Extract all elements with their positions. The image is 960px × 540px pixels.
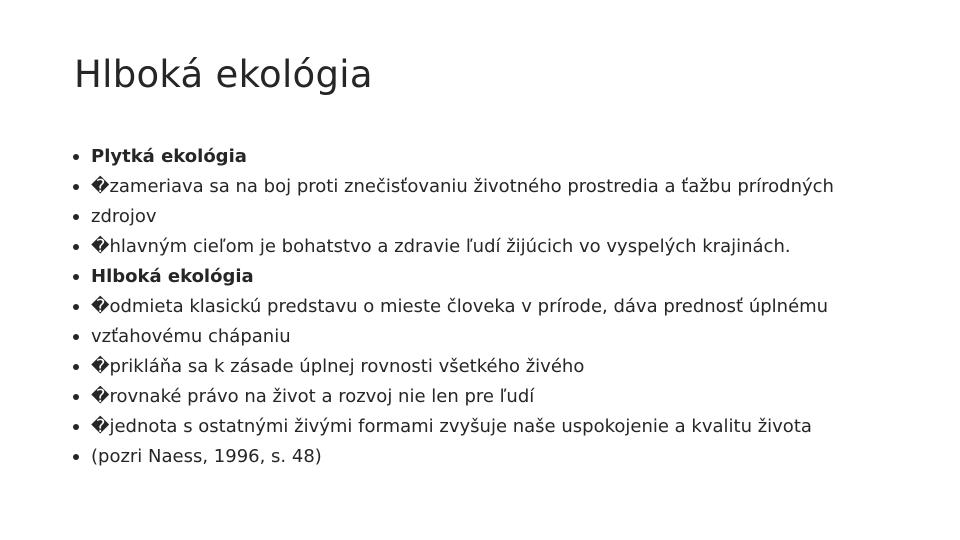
bullet-dot-icon xyxy=(73,424,79,430)
list-item-text: zdrojov xyxy=(91,206,157,227)
list-item xyxy=(70,292,920,322)
list-item xyxy=(70,202,920,232)
slide-title: Hlboká ekológia xyxy=(74,53,373,96)
list-item-text: (pozri Naess, 1996, s. 48) xyxy=(91,446,322,467)
bullet-dot-icon xyxy=(73,454,79,460)
list-item-text: �jednota s ostatnými živými formami zvyšuje naše uspokojenie a kvalitu života xyxy=(91,416,812,437)
list-item-text: �odmieta klasickú predstavu o mieste človeka v prírode, dáva prednosť úplnému xyxy=(91,296,829,317)
list-item xyxy=(70,232,920,262)
list-item-text: �hlavným cieľom je bohatstvo a zdravie ľudí žijúcich vo vyspelých krajinách. xyxy=(91,236,791,257)
list-item xyxy=(70,412,920,442)
bullet-dot-icon xyxy=(73,334,79,340)
list-item-text: �rovnaké právo na život a rozvoj nie len pre ľudí xyxy=(91,386,535,407)
bullet-dot-icon xyxy=(73,304,79,310)
bullet-list xyxy=(70,142,920,472)
list-item xyxy=(70,142,920,172)
bullet-dot-icon xyxy=(73,394,79,400)
list-item-text: Plytká ekológia xyxy=(91,146,247,167)
list-item-text: Hlboká ekológia xyxy=(91,266,254,287)
bullet-dot-icon xyxy=(73,154,79,160)
list-item xyxy=(70,262,920,292)
list-item xyxy=(70,382,920,412)
list-item-text: �prikláňa sa k zásade úplnej rovnosti všetkého živého xyxy=(91,356,585,377)
bullet-dot-icon xyxy=(73,244,79,250)
list-item-text: vzťahovému chápaniu xyxy=(91,326,291,347)
list-item-text: �zameriava sa na boj proti znečisťovaniu životného prostredia a ťažbu prírodných xyxy=(91,176,834,197)
list-item xyxy=(70,352,920,382)
bullet-dot-icon xyxy=(73,364,79,370)
list-item xyxy=(70,172,920,202)
list-item xyxy=(70,322,920,352)
bullet-dot-icon xyxy=(73,184,79,190)
bullet-dot-icon xyxy=(73,214,79,220)
bullet-dot-icon xyxy=(73,274,79,280)
list-item xyxy=(70,442,920,472)
